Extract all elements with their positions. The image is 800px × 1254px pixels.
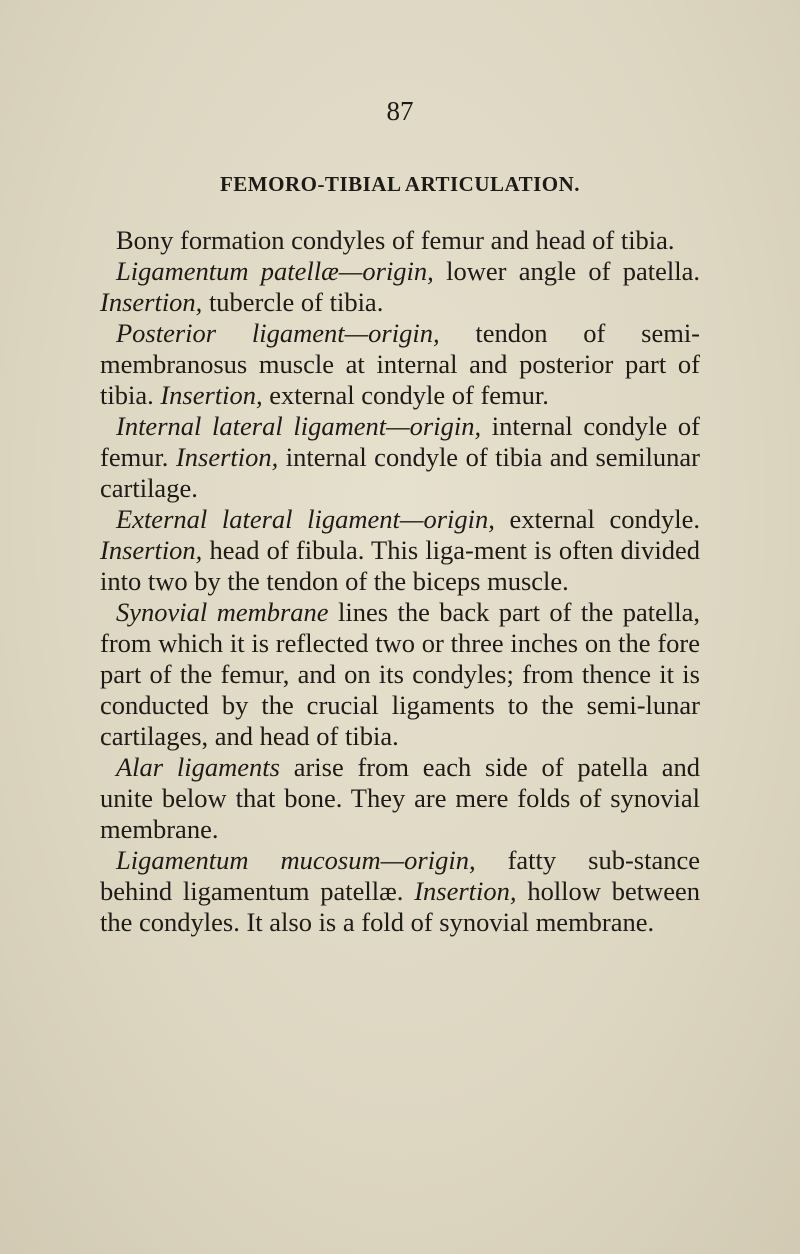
paragraph (100, 256, 700, 318)
italic-term: Internal lateral ligament—origin, (116, 411, 482, 441)
body-text (100, 225, 700, 938)
italic-term: Insertion, (175, 442, 279, 472)
text-run: arise from each side of patella and unite below that bone. They are mere folds of synovial membrane. (100, 752, 700, 844)
italic-term: Insertion, (160, 380, 263, 410)
paragraph (100, 845, 700, 938)
paragraph (100, 752, 700, 845)
text-run: external condyle. (494, 504, 700, 534)
italic-term: Synovial membrane (116, 597, 329, 627)
text-run: Bony formation condyles of femur and head of tibia. (116, 225, 675, 255)
text-run: lines the back part of the patella, from which it is reflected two or three inches on the fore part of the femur, and on its condyles; from thence it is conducted by the crucial ligaments to the semi-lunar cartilages, and head of tibia. (100, 597, 700, 751)
paragraph (100, 597, 700, 752)
paragraph (100, 504, 700, 597)
paragraph (100, 411, 700, 504)
text-run: tubercle of tibia. (202, 287, 384, 317)
italic-term: Ligamentum patellæ—origin, (116, 256, 434, 286)
paragraph (100, 318, 700, 411)
section-heading: FEMORO-TIBIAL ARTICULATION. (219, 172, 581, 196)
text-run: lower angle of patella. (433, 256, 700, 286)
italic-term: Insertion, (414, 876, 517, 906)
italic-term: Posterior ligament—origin, (116, 318, 440, 348)
text-run: external condyle of femur. (262, 380, 549, 410)
text-run: internal condyle of femur. (100, 411, 700, 472)
text-run: tendon of semi-membranosus muscle at internal and posterior part of tibia. (100, 318, 701, 410)
text-run: hollow between the condyles. It also is a fold of synovial membrane. (100, 876, 700, 937)
paragraph (100, 225, 700, 256)
italic-term: Insertion, (100, 535, 203, 565)
text-run: head of fibula. This liga-ment is often divided into two by the tendon of the biceps muscle. (100, 535, 700, 596)
page-number: 87 (386, 96, 414, 126)
italic-term: External lateral ligament—origin, (116, 504, 495, 534)
italic-term: Alar ligaments (116, 752, 280, 782)
text-run: internal condyle of tibia and semilunar cartilage. (100, 442, 700, 503)
italic-term: Insertion, (100, 287, 203, 317)
italic-term: Ligamentum mucosum—origin, (116, 845, 476, 875)
text-run: fatty sub-stance behind ligamentum patellæ. (100, 845, 700, 906)
